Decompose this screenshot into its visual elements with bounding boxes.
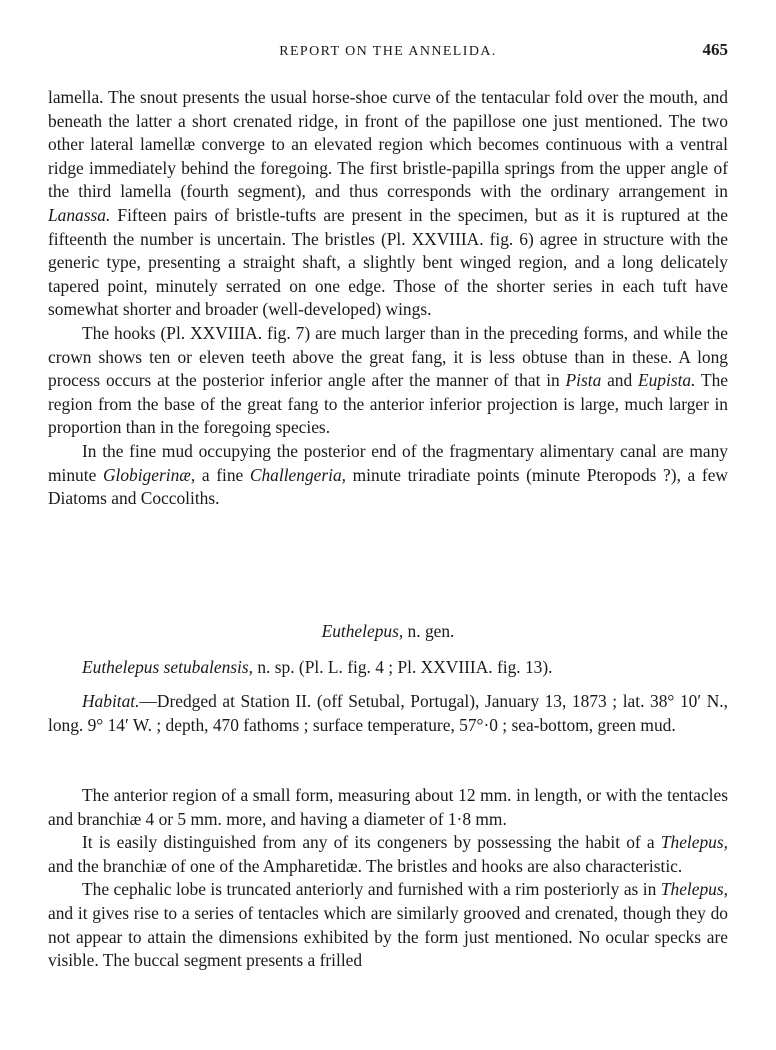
habitat-label: Habitat.	[82, 691, 140, 711]
species-heading: Euthelepus setubalensis, n. sp. (Pl. L. fig. 4 ; Pl. XXVIIIA. fig. 13).	[82, 657, 553, 677]
paragraph-anterior-region: The anterior region of a small form, measuring about 12 mm. in length, or with the tentacles and branchiæ 4 or 5 mm. more, and having a diameter of 1·8 mm.	[48, 785, 728, 829]
page-header	[48, 40, 728, 64]
habitat-paragraph: Habitat.—Dredged at Station II. (off Setubal, Portugal), January 13, 1873 ; lat. 38° 10′ N., long. 9° 14′ W. ; depth, 470 fathoms ; surface temperature, 57°·0 ; sea-bottom, green mud.	[48, 691, 728, 735]
paragraph-distinguished: It is easily distinguished from any of its congeners by possessing the habit of a Thelepus, and the branchiæ of one of the Ampharetidæ. The bristles and hooks are also characteristic.	[48, 832, 728, 876]
running-title: REPORT ON THE ANNELIDA.	[279, 44, 497, 59]
paragraph-fine-mud: In the fine mud occupying the posterior end of the fragmentary alimentary canal are many minute Globigerinæ, a fine Challengeria, minute triradiate points (minute Pteropods ?), a few Diatoms and Coccoliths.	[48, 440, 728, 509]
paragraph-lamella: lamella. The snout presents the usual horse-shoe curve of the tentacular fold over the mouth, and beneath the latter a short crenated ridge, in front of the papillose one just mentioned. The two other lateral lamellæ converge to an elevated region which becomes continuous with a ventral ridge immediately behind the foregoing. The first bristle-papilla springs from the upper angle of the third lamella (fourth segment), and thus corresponds with the ordinary arrangement in Lanassa. Fifteen pairs of bristle-tufts are present in the specimen, but as it is ruptured at the fifteenth the number is uncertain. The bristles (Pl. XXVIIIA. fig. 6) agree in structure with the generic type, presenting a straight shaft, a slightly bent winged region, and a long delicately tapered point, minutely serrated on one edge. Those of the shorter series in each tuft have somewhat shorter and broader (well-developed) wings.	[48, 87, 728, 320]
body-text-top	[48, 86, 728, 511]
genus-heading: Euthelepus, n. gen.	[321, 621, 455, 641]
body-text-bottom	[48, 784, 728, 973]
paragraph-hooks: The hooks (Pl. XXVIIIA. fig. 7) are much larger than in the preceding forms, and while the crown shows ten or eleven teeth above the great fang, it is less obtuse than in these. A long process occurs at the posterior inferior angle after the manner of that in Pista and Eupista. The region from the base of the great fang to the anterior inferior projection is large, much larger in proportion than in the foregoing species.	[48, 322, 728, 438]
paragraph-cephalic-lobe: The cephalic lobe is truncated anteriorly and furnished with a rim posteriorly as in Thelepus, and it gives rise to a series of tentacles which are similarly grooved and crenated, though they do not appear to attain the dimensions exhibited by the form just mentioned. No ocular specks are visible. The buccal segment presents a frilled	[48, 879, 728, 971]
page-number: 465	[702, 40, 728, 59]
